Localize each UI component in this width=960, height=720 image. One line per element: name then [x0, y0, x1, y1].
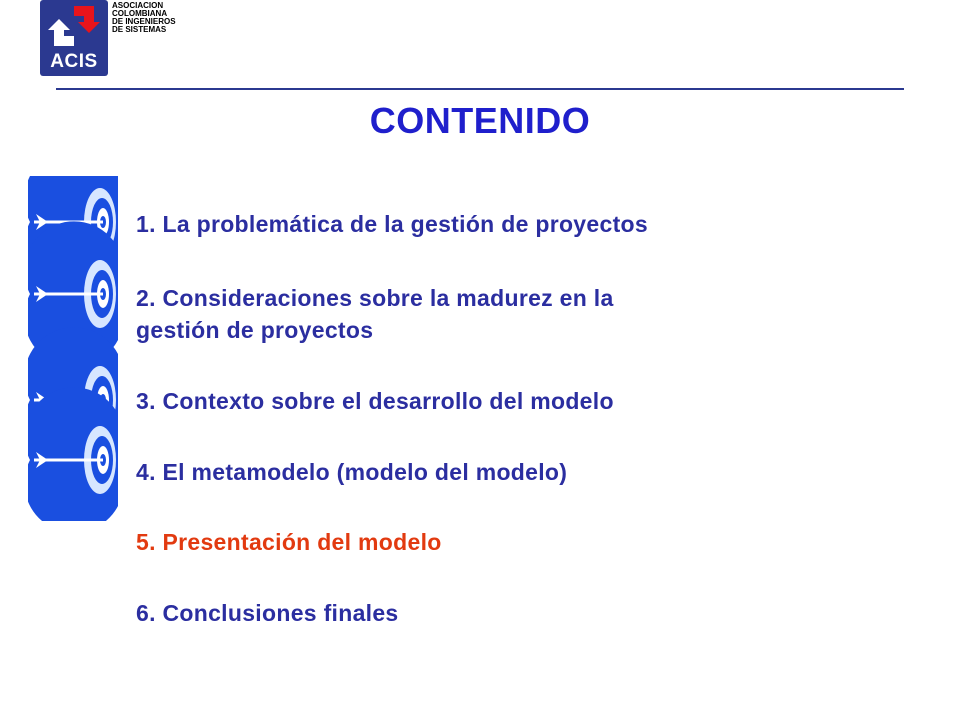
agenda-item-text: gestión de proyectos	[136, 317, 374, 343]
logo-org-line: DE SISTEMAS	[112, 25, 167, 34]
logo-org-name	[112, 2, 176, 34]
agenda-item-text: 2. Consideraciones sobre la madurez en la	[136, 285, 614, 311]
acis-logo-arrows	[44, 2, 104, 50]
agenda-item-text: 5. Presentación del modelo	[136, 529, 442, 555]
agenda-item-2	[136, 282, 614, 346]
agenda-item-4	[136, 456, 567, 488]
page-title: CONTENIDO	[369, 100, 591, 141]
acis-logo	[40, 0, 240, 80]
agenda-item-1	[136, 208, 648, 240]
agenda-item-5	[136, 526, 442, 558]
header-divider	[56, 88, 904, 90]
logo-badge	[40, 0, 108, 76]
logo-org-line: ASOCIACION	[112, 1, 164, 10]
agenda-item-text: 4. El metamodelo (modelo del modelo)	[136, 459, 568, 485]
target-icon-stack	[28, 176, 128, 526]
agenda-item-6	[136, 597, 399, 629]
agenda-item-text: 6. Conclusiones finales	[136, 600, 399, 626]
agenda-item-text: 1. La problemática de la gestión de proyectos	[136, 211, 648, 237]
logo-acronym: ACIS	[50, 51, 98, 72]
agenda-item-3	[136, 385, 614, 417]
logo-org-line: COLOMBIANA	[112, 9, 168, 18]
agenda-item-text: 3. Contexto sobre el desarrollo del modelo	[136, 388, 614, 414]
logo-org-line: DE INGENIEROS	[112, 17, 176, 26]
target-arrow-icon	[28, 387, 118, 521]
